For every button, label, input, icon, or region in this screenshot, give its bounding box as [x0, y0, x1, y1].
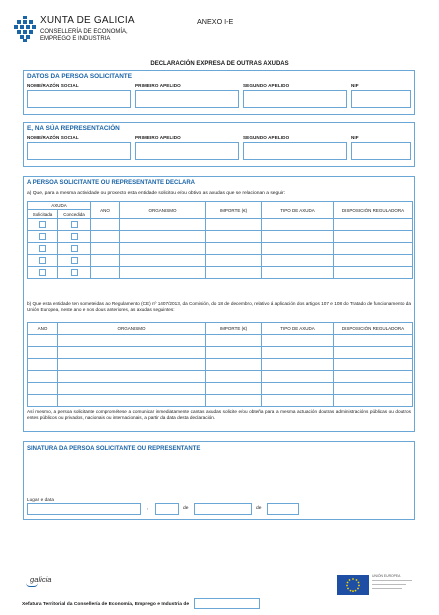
col-granted: Concedida	[58, 210, 91, 219]
table-row	[28, 383, 413, 395]
de-separator-1: de	[183, 506, 189, 511]
dept-line1: CONSELLERÍA DE ECONOMÍA,	[40, 29, 128, 35]
year-field[interactable]	[267, 503, 299, 515]
eu-caption: UNIÓN EUROPEA	[372, 574, 401, 578]
applicant-section	[23, 70, 415, 115]
day-field[interactable]	[155, 503, 179, 515]
declares-title: A PERSOA SOLICITANTE OU REPRESENTANTE DECLARA	[27, 180, 196, 186]
part-a-text: a) Que, para a mesma actividade ou proxecto esta entidade solicitou e/ou obtivo as axudas que se relacionan a seguir:	[27, 191, 286, 196]
applicant-surname1-label: PRIMEIRO APELIDO	[135, 83, 181, 88]
col-year-b: ANO	[28, 323, 58, 335]
rep-surname1-label: PRIMEIRO APELIDO	[135, 135, 181, 140]
requested-checkbox[interactable]	[39, 245, 46, 252]
col-aid-type: TIPO DE AXUDA	[262, 202, 334, 219]
applicant-title: DATOS DA PERSOA SOLICITANTE	[27, 73, 132, 80]
rep-nif-label: NIF	[351, 135, 359, 140]
aids-table-b	[27, 322, 413, 407]
part-b-text: b) Que esta entidade ten someteidas ao Regulamento (CE) nº 1407/2013, da Comisión, do 18 de decembro, relativo á aplicación dos artigos 107 e 108 do Tratado de funcionamento da Unión Europea, neste ano e nos dous anteriores, as axudas seguintes:	[27, 301, 411, 313]
commitment-text: Así mesmo, a persoa solicitante comprométese a comunicar inmediatamente cantas axudas solicite e/ou obteña para a mesma actuación doutras administracións públicas ou doutros entes públicos ou privados, nacionais ou internacionais, a partir da data desta declaración.	[27, 409, 411, 421]
galicia-logo-text: galicia	[30, 575, 52, 584]
representative-title: E, NA SÚA REPRESENTACIÓN	[27, 125, 120, 132]
aids-table-a	[27, 201, 413, 279]
rep-nif-field[interactable]	[351, 142, 411, 160]
col-requested: Solicitada	[28, 210, 58, 219]
granted-checkbox[interactable]	[71, 245, 78, 252]
table-row	[28, 359, 413, 371]
col-organism-b: ORGANISMO	[58, 323, 206, 335]
granted-checkbox[interactable]	[71, 269, 78, 276]
col-amount-b: IMPORTE (€)	[206, 323, 262, 335]
rep-surname2-field[interactable]	[243, 142, 347, 160]
table-row	[28, 243, 413, 255]
table-row	[28, 395, 413, 407]
dept-line2: EMPREGO E INDUSTRIA	[40, 36, 111, 42]
signature-title: SINATURA DA PERSOA SOLICITANTE OU REPRESENTANTE	[27, 446, 201, 452]
footer-text: Xefatura Territorial da Consellería de Economía, Emprego e Industria de	[22, 602, 190, 607]
aid-group-header: AXUDA	[28, 202, 91, 210]
rep-surname2-label: SEGUNDO APELIDO	[243, 135, 290, 140]
declares-section	[23, 176, 415, 432]
place-field[interactable]	[27, 503, 141, 515]
territorial-office-field[interactable]	[194, 598, 260, 609]
rep-name-label: NOME/RAZÓN SOCIAL	[27, 135, 79, 140]
xunta-logo	[14, 16, 36, 42]
galicia-logo-swoosh	[26, 583, 38, 587]
org-name: XUNTA DE GALICIA	[40, 15, 135, 26]
applicant-name-field[interactable]	[27, 90, 131, 108]
annex-label: ANEXO I-E	[197, 17, 234, 26]
requested-checkbox[interactable]	[39, 269, 46, 276]
table-row	[28, 335, 413, 347]
col-regulation: DISPOSICIÓN REGULADORA	[334, 202, 413, 219]
table-row	[28, 347, 413, 359]
xunta-emblem-icon	[14, 16, 36, 42]
applicant-nif-label: NIF	[351, 83, 359, 88]
granted-checkbox[interactable]	[71, 221, 78, 228]
signature-section	[23, 441, 415, 520]
table-row	[28, 371, 413, 383]
granted-checkbox[interactable]	[71, 233, 78, 240]
requested-checkbox[interactable]	[39, 257, 46, 264]
applicant-name-label: NOME/RAZÓN SOCIAL	[27, 83, 79, 88]
granted-checkbox[interactable]	[71, 257, 78, 264]
col-regulation-b: DISPOSICIÓN REGULADORA	[334, 323, 413, 335]
table-row	[28, 267, 413, 279]
month-field[interactable]	[194, 503, 252, 515]
col-organism: ORGANISMO	[120, 202, 206, 219]
eu-caption-lines	[372, 580, 412, 589]
applicant-nif-field[interactable]	[351, 90, 411, 108]
requested-checkbox[interactable]	[39, 233, 46, 240]
eu-flag	[337, 575, 369, 595]
applicant-surname2-field[interactable]	[243, 90, 347, 108]
col-amount: IMPORTE (€)	[206, 202, 262, 219]
rep-name-field[interactable]	[27, 142, 131, 160]
applicant-surname2-label: SEGUNDO APELIDO	[243, 83, 290, 88]
requested-checkbox[interactable]	[39, 221, 46, 228]
col-year: ANO	[91, 202, 120, 219]
doc-title: DECLARACIÓN EXPRESA DE OUTRAS AXUDAS	[150, 61, 289, 67]
applicant-surname1-field[interactable]	[135, 90, 239, 108]
rep-surname1-field[interactable]	[135, 142, 239, 160]
table-row	[28, 219, 413, 231]
de-separator-2: de	[256, 506, 262, 511]
eu-stars-icon	[337, 575, 369, 595]
place-date-label: Lugar e data	[27, 497, 54, 502]
table-row	[28, 231, 413, 243]
col-aid-type-b: TIPO DE AXUDA	[262, 323, 334, 335]
representative-section	[23, 122, 415, 167]
table-row	[28, 255, 413, 267]
comma-separator: ,	[147, 506, 149, 511]
